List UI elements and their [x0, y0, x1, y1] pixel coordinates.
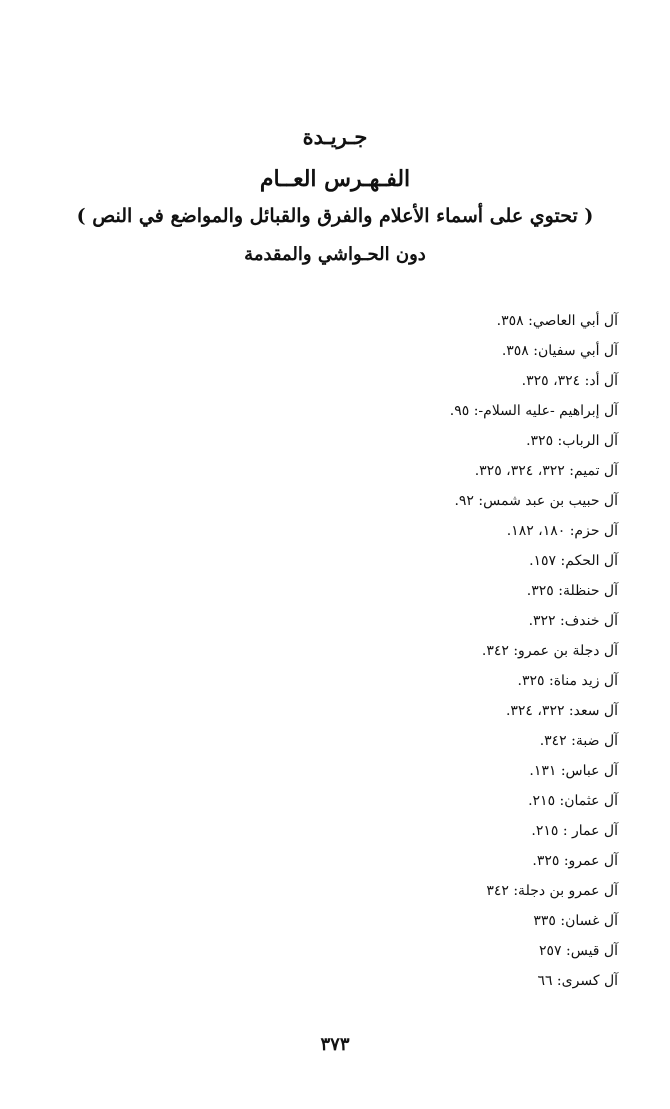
page-number: ٣٧٣: [320, 1034, 350, 1055]
index-heading-1: جـريـدة: [302, 124, 368, 149]
index-entry-list: [218, 306, 618, 996]
index-heading-2: الفـهـرس العــام: [259, 166, 411, 192]
index-entry: آل عمار : ٢١٥.: [531, 823, 618, 839]
index-entry: آل إبراهيم -عليه السلام-: ٩٥.: [449, 403, 618, 419]
index-entry: آل حنظلة: ٣٢٥.: [526, 583, 618, 599]
index-entry: آل عمرو: ٣٢٥.: [532, 853, 618, 869]
index-entry: آل زيد مناة: ٣٢٥.: [517, 673, 618, 689]
index-entry: آل أبي العاصي: ٣٥٨.: [496, 313, 618, 329]
index-entry: آل أد: ٣٢٤، ٣٢٥.: [521, 373, 618, 389]
index-entry: آل تميم: ٣٢٢، ٣٢٤، ٣٢٥.: [474, 463, 618, 479]
index-entry: آل أبي سفيان: ٣٥٨.: [501, 343, 618, 359]
index-entry: آل خندف: ٣٢٢.: [528, 613, 618, 629]
index-entry: آل حزم: ١٨٠، ١٨٢.: [506, 523, 618, 539]
index-entry: آل عثمان: ٢١٥.: [528, 793, 618, 809]
index-entry: آل دجلة بن عمرو: ٣٤٢.: [481, 643, 618, 659]
index-entry: آل حبيب بن عبد شمس: ٩٢.: [454, 493, 618, 509]
index-entry: آل سعد: ٣٢٢، ٣٢٤.: [505, 703, 618, 719]
index-entry: آل الرباب: ٣٢٥.: [526, 433, 618, 449]
index-entry: آل ضبة: ٣٤٢.: [539, 733, 618, 749]
index-entry: آل قيس: ٢٥٧: [538, 943, 618, 959]
index-entry: آل عمرو بن دجلة: ٣٤٢: [486, 883, 618, 899]
index-entry: آل غسان: ٣٣٥: [533, 913, 618, 929]
index-subdescription: دون الحـواشي والمقدمة: [244, 244, 426, 265]
index-description: ( تحتوي على أسماء الأعلام والفرق والقبائل والمواضع في النص ): [76, 205, 594, 227]
index-entry: آل عباس: ١٣١.: [529, 763, 618, 779]
index-entry: آل كسرى: ٦٦: [537, 973, 618, 989]
index-entry: آل الحكم: ١٥٧.: [529, 553, 618, 569]
